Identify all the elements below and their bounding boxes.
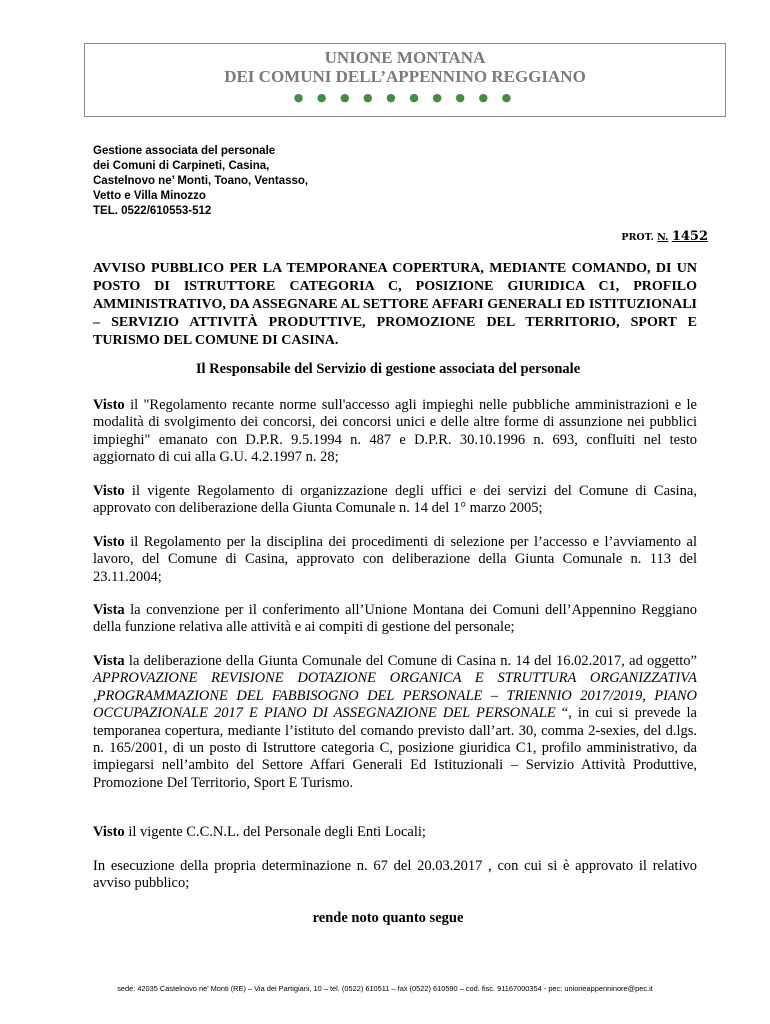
document-title: AVVISO PUBBLICO PER LA TEMPORANEA COPERTURA, MEDIANTE COMANDO, DI UN POSTO DI ISTRUTTORE CATEGORIA C, POSIZIONE GIURIDICA C1, PROFILO AMMINISTRATIVO, DA ASSEGNARE AL SETTORE AFFARI GENERALI ED ISTITUZIONALI – SERVIZIO ATTIVITÀ PRODUTTIVE, PROMOZIONE DEL TERRITORIO, SPORT E TURISMO DEL COMUNE DI CASINA. — [93, 261, 697, 348]
office-line: Castelnovo ne’ Monti, Toano, Ventasso, — [93, 175, 309, 187]
protocol-value: 1452 — [671, 229, 708, 244]
paragraph-text: la convenzione per il conferimento all’Unione Montana dei Comuni dell’Appennino Reggiano della funzione relativa alle attività e ai compiti di gestione del personale; — [93, 602, 697, 636]
rende-noto-heading: rende noto quanto segue — [312, 910, 464, 926]
letterhead-line-2: DEI COMUNI DELL’APPENNINO REGGIANO — [224, 67, 586, 86]
office-line: dei Comuni di Carpineti, Casina, — [93, 160, 270, 172]
paragraph-text: il "Regolamento recante norme sull'accesso agli impieghi nelle pubbliche amministrazioni e le modalità di svolgimento dei concorsi, dei concorsi unici e delle altre forme di assunzione nei pubblici impieghi" emanato con D.P.R. 9.5.1994 n. 487 e D.P.R. 30.10.1996 n. 693, confluiti nel testo aggiornato di cui alla G.U. 4.2.1997 n. 28; — [93, 397, 697, 466]
protocol-number — [621, 229, 708, 244]
protocol-n-label: N. — [657, 232, 669, 243]
footer-address: sede: 42035 Castelnovo ne’ Monti (RE) – Via dei Partigiani, 10 – tel. (0522) 610511 – fax (0522) 610590 – cod. fisc. 91167000354 - pec: unioneappenninore@pec.it — [117, 984, 653, 993]
paragraph — [93, 483, 697, 518]
paragraph-lead: Vista — [93, 602, 125, 618]
paragraph-lead: Visto — [93, 824, 125, 840]
paragraph — [93, 858, 697, 893]
paragraph — [93, 397, 697, 467]
paragraph-text: In esecuzione della propria determinazione n. 67 del 20.03.2017 , con cui si è approvato il relativo avviso pubblico; — [93, 858, 697, 892]
paragraph-lead: Visto — [93, 534, 125, 550]
office-phone: TEL. 0522/610553-512 — [93, 205, 212, 217]
responsabile-heading: Il Responsabile del Servizio di gestione associata del personale — [195, 361, 581, 377]
protocol-label: PROT. — [621, 232, 654, 243]
paragraph-text: il vigente Regolamento di organizzazione degli uffici e dei servizi del Comune di Casina, approvato con deliberazione della Giunta Comunale n. 14 del 1° marzo 2005; — [93, 483, 697, 517]
paragraph-tail: “, in cui si prevede la temporanea copertura, mediante l’istituto del comando previsto dall’art. 30, comma 2-sexies, del d.lgs. n. 165/2001, di un posto di Istruttore categoria C, posizione giuridica C1, profilo amministrativo, da impiegarsi nell’ambito del Settore Affari Generali Ed Istituzionali – Servizio Attività Produttive, Promozione Del Territorio, Sport E Turismo. — [93, 705, 697, 791]
paragraph-lead: Vista — [93, 653, 125, 669]
paragraph-italic-subject: APPROVAZIONE REVISIONE DOTAZIONE ORGANICA E STRUTTURA ORGANIZZATIVA ,PROGRAMMAZIONE DEL FABBISOGNO DEL PERSONALE – TRIENNIO 2017/2019, PIANO OCCUPAZIONALE 2017 E PIANO DI ASSEGNAZIONE DEL PERSONALE — [93, 670, 697, 722]
decorative-dots — [85, 92, 725, 104]
paragraph — [93, 824, 697, 841]
paragraph-lead: Visto — [93, 483, 125, 499]
green-dots-icon: ● ● ● ● ● ● ● ● ● ● — [293, 91, 517, 104]
office-line: Gestione associata del personale — [93, 145, 276, 157]
paragraph — [93, 602, 697, 637]
office-line: Vetto e Villa Minozzo — [93, 190, 206, 202]
paragraph — [93, 534, 697, 586]
paragraph-text: la deliberazione della Giunta Comunale del Comune di Casina n. 14 del 16.02.2017, ad oggetto” — [124, 653, 697, 669]
letterhead-line-1: UNIONE MONTANA — [324, 48, 486, 67]
paragraph-text: il Regolamento per la disciplina dei procedimenti di selezione per l’accesso e l’avviamento al lavoro, del Comune di Casina, approvato con deliberazione della Giunta Comunale n. 113 del 23.11.2004; — [93, 534, 697, 585]
letterhead-box — [84, 43, 726, 117]
paragraph-lead: Visto — [93, 397, 125, 413]
paragraph — [93, 653, 697, 792]
paragraph-text: il vigente C.C.N.L. del Personale degli Enti Locali; — [124, 824, 426, 840]
office-address-block — [93, 144, 308, 219]
